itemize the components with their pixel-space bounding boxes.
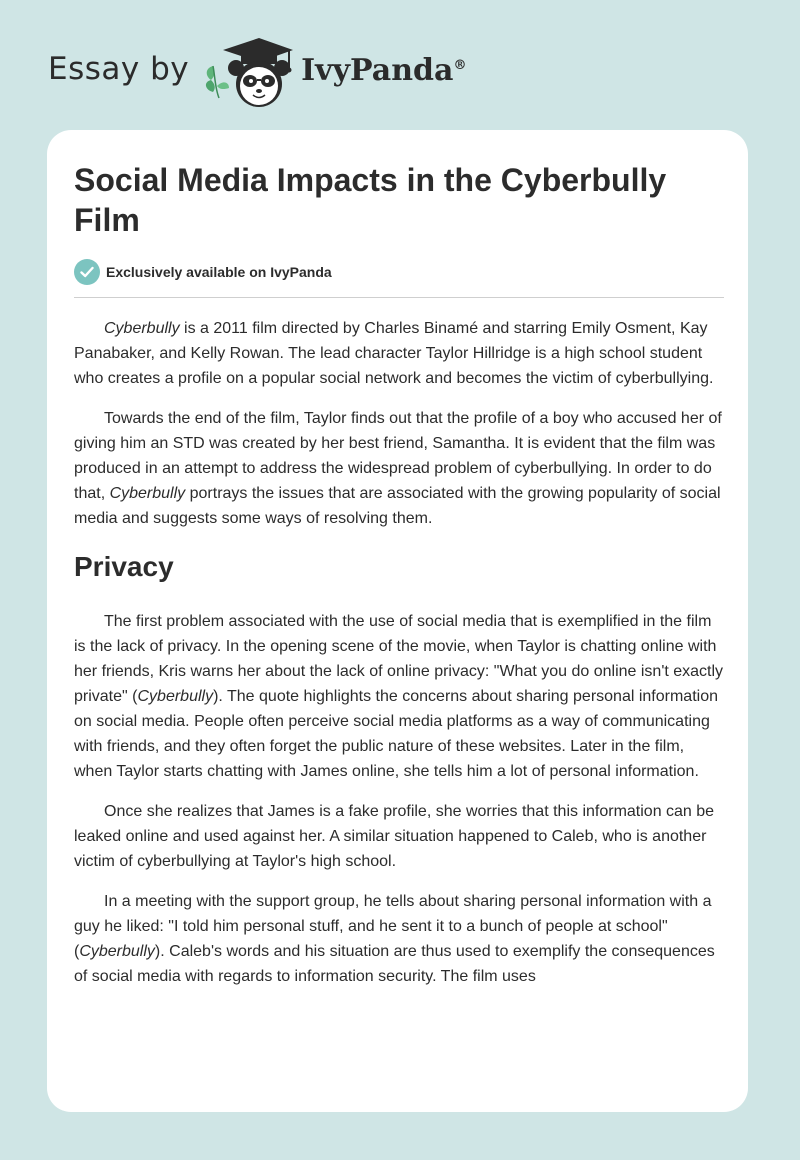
check-icon bbox=[74, 259, 100, 285]
essay-body bbox=[74, 316, 724, 989]
paragraph: The first problem associated with the use of social media that is exemplified in the film is the lack of privacy. In the opening scene of the movie, when Taylor is chatting online with her friends, Kris warns her about the lack of online privacy: "What you do online isn't exactly private" (Cyberbully). The quote highlights the concerns about sharing personal information on social media. People often perceive social media platforms as a way of communicating with friends, and they often forget the public nature of these websites. Later in the film, when Taylor starts chatting with James online, she tells him a lot of personal information. bbox=[74, 613, 724, 780]
essay-card bbox=[47, 130, 748, 1112]
paragraph: In a meeting with the support group, he tells about sharing personal information with a guy he liked: "I told him personal stuff, and he sent it to a bunch of people at school" (Cyberbully). Caleb's words and his situation are thus used to exemplify the consequences of social media with regards to information security. The film uses bbox=[74, 893, 715, 985]
site-brand[interactable] bbox=[48, 36, 466, 108]
exclusive-badge bbox=[74, 258, 724, 286]
essay-title: Social Media Impacts in the Cyberbully Film bbox=[74, 162, 667, 238]
title-divider bbox=[74, 297, 724, 298]
section-heading: Privacy bbox=[74, 551, 174, 582]
paragraph: Once she realizes that James is a fake profile, she worries that this information can be leaked online and used against her. A similar situation happened to Caleb, who is another victim of cyberbullying at Taylor's high school. bbox=[74, 803, 715, 870]
panda-graduate-icon bbox=[203, 36, 295, 108]
badge-text: Exclusively available on IvyPanda bbox=[106, 264, 332, 280]
brand-prefix: Essay by bbox=[48, 51, 190, 87]
paragraph: Towards the end of the film, Taylor finds out that the profile of a boy who accused her of giving him an STD was created by her best friend, Samantha. It is evident that the film was produced in an attempt to address the widespread problem of cyberbullying. In order to do that, Cyberbully portrays the issues that are associated with the growing popularity of social media and suggests some ways of resolving them. bbox=[74, 410, 722, 527]
brand-name: IvyPanda® bbox=[301, 52, 467, 88]
paragraph: Cyberbully is a 2011 film directed by Charles Binamé and starring Emily Osment, Kay Panabaker, and Kelly Rowan. The lead character Taylor Hillridge is a high school student who creates a profile on a popular social network and becomes the victim of cyberbullying. bbox=[74, 320, 714, 387]
essay-content bbox=[74, 160, 724, 989]
